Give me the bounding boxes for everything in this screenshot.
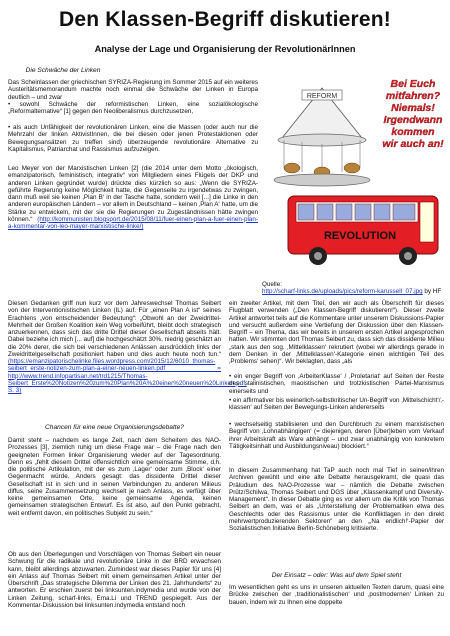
paragraph-seibert [8, 300, 247, 394]
heading-chancen: Chancen für eine neue Organisierungsdebatte? [45, 424, 184, 431]
paragraph-tap-archiv: In diesem Zusammenhang hat TaP auch noch mal Tief in seinen/ihren Archiven gewühlt und eine alte Debatte herausgekramt, die quasi das Präludium des NAO-Prozesse war – nämlich die Debatte zwischen Prütz/Schilwa, Thomas Seibert und DGS über „Klassenkampf und Diversity-Management“. In dieser Debatte ging es vor allem um die Kritik von Thomas Seibert an dem, was er als „Unterstellung der Problematiken etwa des Geschlechts oder des Rassismus unter die Konfliktlagen in den direkt mehrwertproduzierenden Sektoren“ an den „‚Na endlich!‘-Papier der Sozialistischen Initiative Berlin-Schöneberg kritisierte. [229, 467, 444, 532]
page-title: Den Klassen-Begriff diskutieren! [59, 8, 391, 31]
paragraph-intro: Das Scheinlassen der griechischen SYRIZA-Regierung im Sommer 2015 auf ein weiteres Austeritätsmemorandum machte noch einmal die Schwäche der Linken in Europa deutlich – und zwar [8, 79, 258, 101]
paragraph-bruecke: Im wesentlichen geht es uns in unseren aktuellen Texten darum, quasi eine Brücke zwischen der ‚traditionalistischen‘ und ‚postmodernen‘ Linken zu bauen, indem wir zu Ihnen eine doppelte [229, 584, 444, 606]
paragraph-zweiter-artikel: ein zweiter Artikel, mit dem Titel, den wir auch als Überschrift für dieses Flugblatt verwenden („Den Klassen-Begriff diskutieren!“). Dieser zweite Artikel antwortet teils auf die Kommentare unter unserem Diskussions-Papier und versucht außerdem eine Vertiefung der Diskussion über den Klassen-Begriff – ein Thema, das wir bereits in unserem ersten Artikel angesprochen hatten. Wir stimmten dort Thomas Seibert zu, dass sich das dissidente Milieu „stark aus den sog. ‚Mittelklassen‘ rekrutiert (wobei wir allerdings gerade in dem Denken in der ‚Mittelklassen‘-Kategorie einen wichtigen Teil des ‚Problems‘ sehen)“. Wir beklagten, dass „als [229, 300, 444, 365]
bubble-line: mitfahren? [385, 90, 441, 102]
image-caption [262, 281, 446, 295]
seibert-text: Diesen Gedanken griff nun kurz vor dem Jahreswechsel Thomas Seibert von der Interventionistischen Linken (IL) auf. Für „einen Plan A ist“ seines Erachtens „von entscheidender Bedeutung“: „Obwohl an der Zweidrittel-Mehrheit der Großen Koalition kein Weg vorbeiführt, bleibt doch strategisch anzuerkennen, dass sich das dritte Drittel dieser Gesellschaft abseits hält. Dabei beziehe ich mich [... auf] die hochgeschätzt 30%, niedrig geschätzt an die 20% derer, die sich bei verschiedenen Anlässen ausdrücklich links der Zweidrittelgesellschaft positioniert haben und dies auch heute noch tun.“ [8, 300, 221, 358]
caption-label: Quelle: [262, 281, 282, 288]
bubble-line: Niemals! [391, 102, 435, 114]
paragraph-bullet-arbeiterklasse: • ein enger Begriff von ‚ArbeiterKlasse‘ / ‚Proletariat‘ auf Seiten der Reste des stalinistischen, maoistischen und trotzkistischen Partei-Marxismus einerseits und [229, 373, 444, 395]
paragraph-ob-aus: Ob aus den Überlegungen und Vorschlägen von Thomas Seibert ein neuer Schwung für die radikale und revolutionäre Linke in der BRD erwachsen kann, bleibt allerdings abzuwarten. Zumindest war dieses Papier für uns [4] ein Anlass auf Thomas Seibert mit einem gemeinsamen Artikel unter der Überschrift „Das strategische Dilemma der Linken des 21. Jahrhunderts“ zu antworten. Er erschien zuerst bei linksunten.indymedia und wurde von der Linken Zeitung, scharf-links, Ema.Li und TREND gespiegelt. Aus der Kommentar-Diskussion bei linksunten.indymedia entstand noch [8, 551, 221, 609]
bubble-line: Bei Euch [390, 78, 436, 90]
link-seibert-pdf[interactable]: (https://emanzipatorischelinke.files.wordpress.com/2015/12/6010_thomas-seibert_erste-notizen-zum-plan-a-einer-neuen-linken.pdf = http://www.trend.infopartisan.net/trd1215/Thomas-Seibert_Erste%20Notizen%20zum%20Plan%20A%20einer%20neuen%20Linken.pdf, S. 3) [8, 358, 247, 394]
speech-bubble [380, 78, 446, 150]
bubble-line: kommen [391, 126, 435, 138]
paragraph-bullet-reformist: • sowohl Schwäche der reformistischen Linken, eine sozialökologische „Reformalternative“ [1] gegen den Neoliberalismus durchzusetzen, [8, 101, 258, 116]
page-subtitle: Analyse der Lage und Organisierung der RevolutionärInnen [94, 44, 356, 54]
link-kommunisten-blog[interactable]: (http://kommunisten.blogsport.de/2015/08/11/fuer-einen-plan-a-fuer-einen-plan-a-kommentar-von-leo-mayer-marxistische-linke/) [8, 215, 258, 230]
bus-top-text: REFORM [306, 93, 338, 100]
bubble-line: wir auch an! [382, 138, 444, 150]
leo-meyer-text: Leo Meyer von der Marxistischen Linken [2] (die 2014 unter dem Motto „ökologisch, emanzipatorisch, feministisch, integrativ“ von Mitgliedern eines Flügels der DKP und anderen Linken gegründet wurde) drückte dies kürzlich so aus: „Wenn die SYRIZA-geführte Regierung keine Möglichkeit hatte, die Gegenseite zu irgendetwas zu zwingen, dann muß weil sie keinen ‚Plan B‘ in der Tasche hatte, sondern weil [...] die Linke in den anderen europäischen Ländern – vor allem in Deutschland – keinen ‚Plan A‘ hatte, um die Stärke zu entwickeln, mit der sie die Regierungen zu Zugeständnissen hätte zwingen können.“ [8, 165, 258, 223]
paragraph-bullet-wechselseitig: • wechselseitig stabilisieren und den Durchbruch zu einem marxistischen Begriff von ‚Lohnabhängigen‘ (= diejenigen, deren [Über]leben vom Verkauf ihrer Arbeitskraft als Ware abhängt – und zwar unabhängig von konkretem Tätigkeitsinhalt und Ausbildungsniveau) blockiert.“ [229, 421, 444, 450]
heading-einsatz: Der Einsatz – oder: Was auf dem Spiel steht [271, 572, 402, 579]
paragraph-bullet-revolutionary: • als auch Unfähigkeit der revolutionären Linken, eine die Massen (oder auch nur die Mehrzahl der linken AktivistInnen, die bei diesen oder jenen Protestaktionen oder Bewegungsansätzen zu treffen sind) überzeugende revolutionäre Alternative zu Kapitalismus, Patriarchat und Rassismus aufzuzeigen. [8, 124, 258, 153]
bubble-line: Irgendwann [383, 114, 443, 126]
caption-suffix: by HF [422, 288, 442, 296]
caption-url[interactable]: http://scharf-links.de/uploads/pics/reform-karussell_07.jpg [262, 288, 423, 296]
reform-karussell-image [262, 68, 446, 280]
paragraph-bullet-mittelschicht: • ein affirmativer bis weinerlich-selbstkritischer Un-Begriff von ‚Mittelschicht‘/‚-klassen‘ auf Seiten der Bewegungs-Linken andererseits [229, 397, 444, 412]
paragraph-nao: Damit steht – nachdem es lange Zeit, nach dem Scheitern des NAO-Prozesses [3], ziemlich ruhig um diese Frage war – die Frage nach den geeigneten Formen linker Organisierung wieder auf der Tagesordnung. Denn es „fehlt diesem Drittel offensichtlich eine gemeinsame Stimme, d.h. die politische Artikulation, mit der es zum ‚Lager‘ oder zum ‚Block‘ einer Gegenmacht würde. Anders gesagt: das dissidente Drittel dieser Gesellschaft ist in sich und in seinen Verbindungen zu anderen Milieus diffus, seine Zusammensetzung wechselt je nach Anlass, es verfügt über keine gemeinsamen Orte, keine gemeinsame Agenda, keinen gemeinsamen strategischen Entwurf. Es ist also, auf den Punkt gebracht, weit entfernt davon, ein politisches Subjekt zu sein.“ [8, 437, 221, 517]
paragraph-leo-meyer [8, 165, 258, 230]
bus-side-text: REVOLUTION [323, 230, 397, 242]
heading-schwaeche: Die Schwäche der Linken [25, 67, 101, 74]
